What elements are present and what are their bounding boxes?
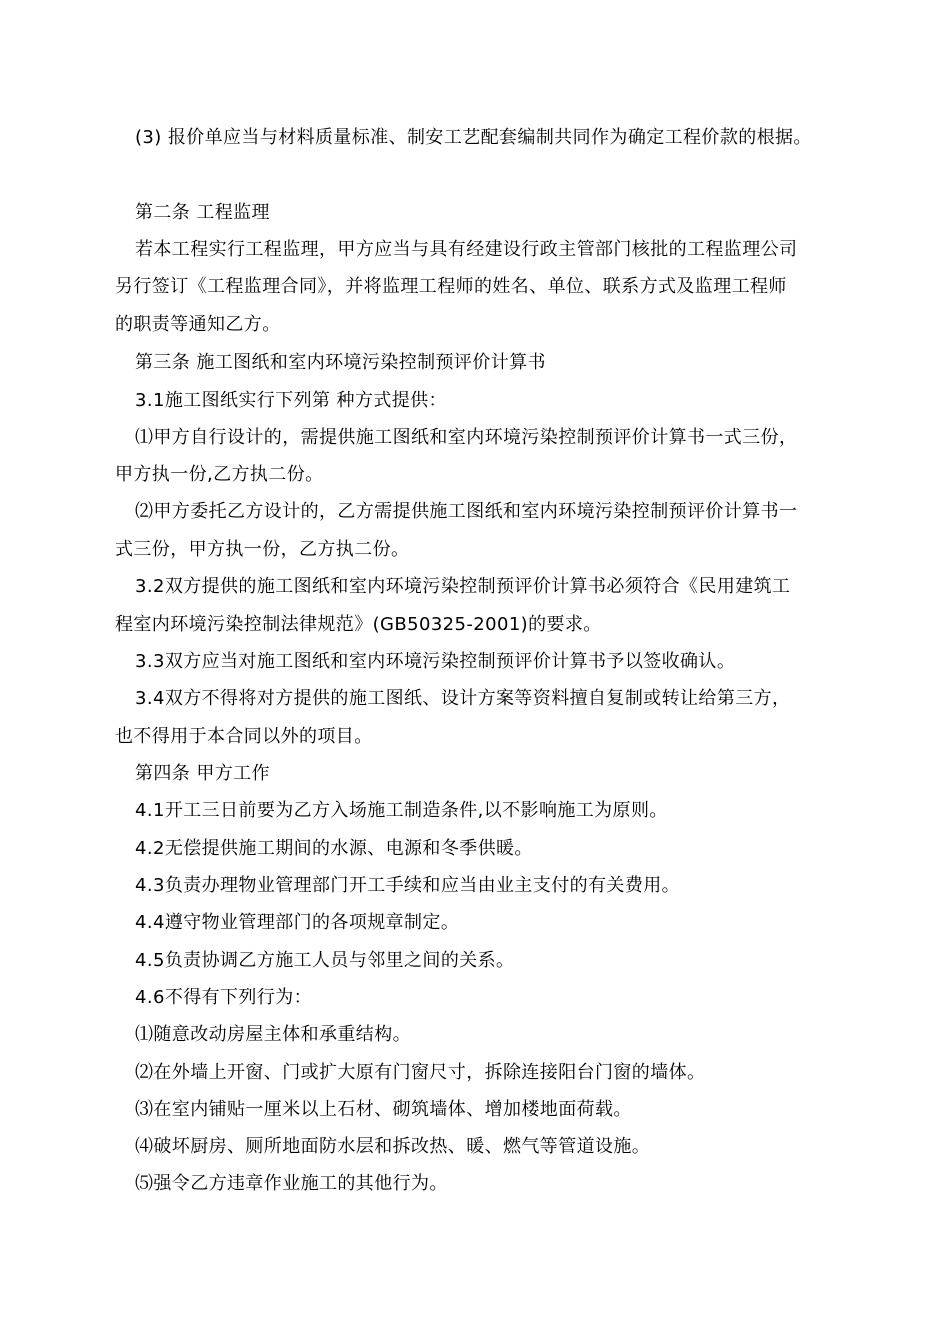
article-2-text-line-1: 若本工程实行工程监理，甲方应当与具有经建设行政主管部门核批的工程监理公司 [135, 239, 798, 260]
clause-3-1-2-line-1: ⑵甲方委托乙方设计的，乙方需提供施工图纸和室内环境污染控制预评价计算书一 [135, 501, 798, 522]
quote-basis-paragraph: (3) 报价单应当与材料质量标准、制安工艺配套编制共同作为确定工程价款的根据。 [135, 127, 812, 148]
clause-4-6-item-1: ⑴随意改动房屋主体和承重结构。 [135, 1024, 411, 1045]
clause-4-5: 4.5负责协调乙方施工人员与邻里之间的关系。 [135, 950, 515, 971]
article-2-text-line-3: 的职责等通知乙方。 [115, 314, 281, 335]
clause-4-1: 4.1开工三日前要为乙方入场施工制造条件,以不影响施工为原则。 [135, 800, 668, 821]
clause-3-1: 3.1施工图纸实行下列第 种方式提供： [135, 390, 447, 411]
clause-4-6-item-5: ⑸强令乙方违章作业施工的其他行为。 [135, 1173, 448, 1194]
clause-4-4: 4.4遵守物业管理部门的各项规章制定。 [135, 912, 460, 933]
clause-3-2-line-1: 3.2双方提供的施工图纸和室内环境污染控制预评价计算书必须符合《民用建筑工 [135, 576, 791, 597]
article-3-heading: 第三条 施工图纸和室内环境污染控制预评价计算书 [135, 352, 546, 373]
article-2-text-line-2: 另行签订《工程监理合同》，并将监理工程师的姓名、单位、联系方式及监理工程师 [115, 276, 787, 297]
clause-4-6: 4.6不得有下列行为： [135, 987, 313, 1008]
clause-3-1-1-line-1: ⑴甲方自行设计的，需提供施工图纸和室内环境污染控制预评价计算书一式三份， [135, 427, 798, 448]
article-2-heading: 第二条 工程监理 [135, 202, 270, 223]
clause-4-2: 4.2无偿提供施工期间的水源、电源和冬季供暖。 [135, 838, 533, 859]
clause-4-6-item-2: ⑵在外墙上开窗、门或扩大原有门窗尺寸，拆除连接阳台门窗的墙体。 [135, 1062, 706, 1083]
clause-3-3: 3.3双方应当对施工图纸和室内环境污染控制预评价计算书予以签收确认。 [135, 651, 736, 672]
clause-4-6-item-4: ⑷破坏厨房、厕所地面防水层和拆改热、暖、燃气等管道设施。 [135, 1136, 651, 1157]
clause-4-6-item-3: ⑶在室内铺贴一厘米以上石材、砌筑墙体、增加楼地面荷载。 [135, 1099, 632, 1120]
clause-3-2-line-2: 程室内环境污染控制法律规范》(GB50325-2001)的要求。 [115, 614, 602, 635]
clause-3-1-2-line-2: 式三份，甲方执一份，乙方执二份。 [115, 539, 410, 560]
clause-3-4-line-2: 也不得用于本合同以外的项目。 [115, 726, 373, 747]
article-4-heading: 第四条 甲方工作 [135, 763, 270, 784]
clause-3-1-1-line-2: 甲方执一份,乙方执二份。 [115, 464, 324, 485]
clause-3-4-line-1: 3.4双方不得将对方提供的施工图纸、设计方案等资料擅自复制或转让给第三方， [135, 688, 791, 709]
clause-4-3: 4.3负责办理物业管理部门开工手续和应当由业主支付的有关费用。 [135, 875, 681, 896]
